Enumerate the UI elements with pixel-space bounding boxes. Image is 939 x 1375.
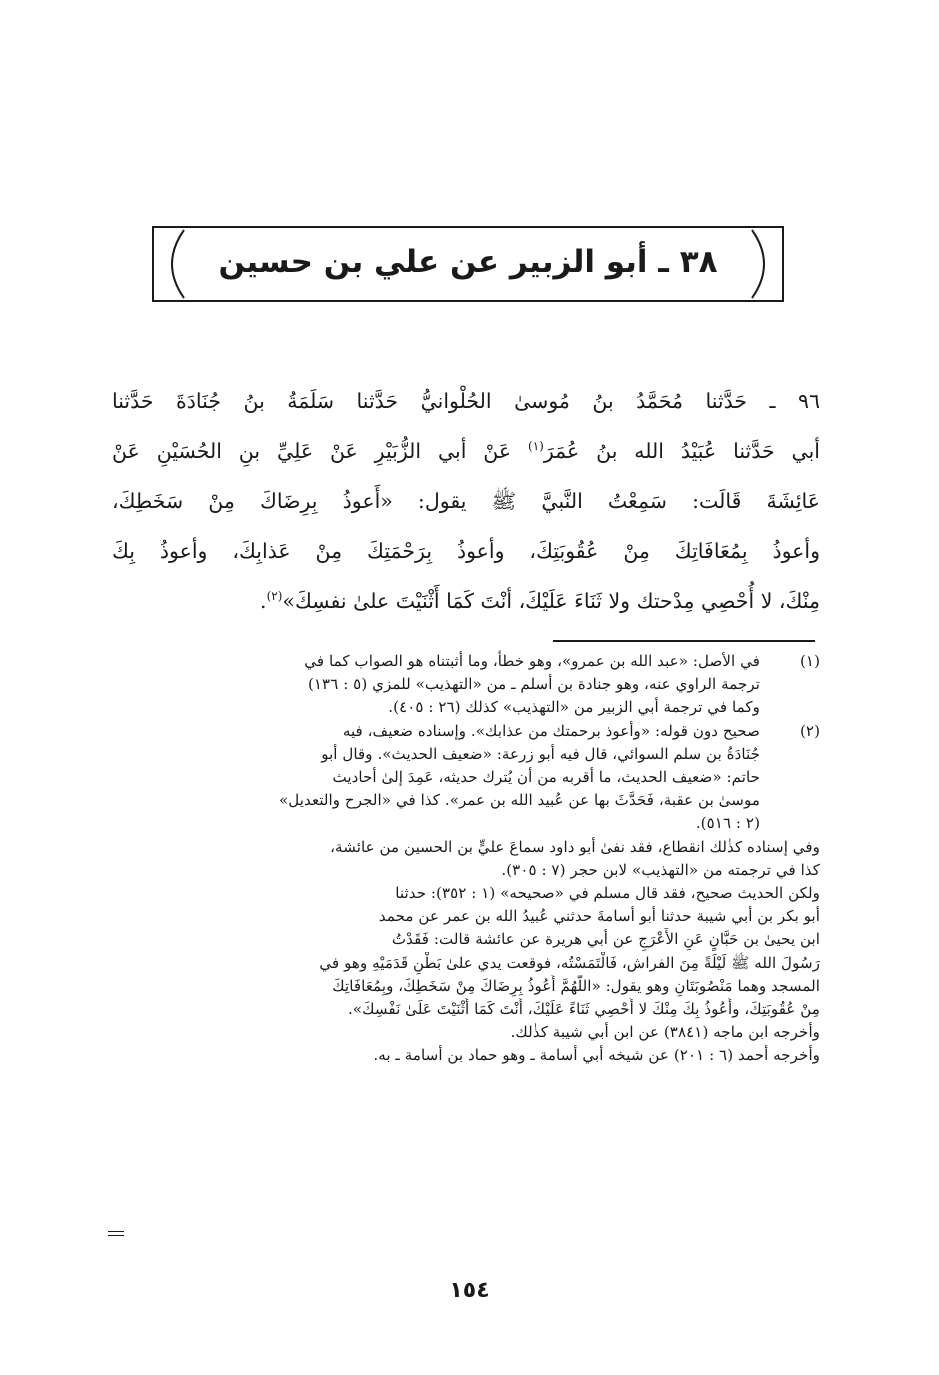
continuation-mark-icon (108, 1231, 124, 1239)
chapter-title: ٣٨ ـ أبو الزبير عن علي بن حسين (218, 244, 718, 280)
footnote-line: مِنْ عُقُوبَتِكَ، وأَعُوذُ بِكَ مِنْكَ لا أُحْصِي ثَنَاءً عَلَيْكَ، أَنْتَ كَمَا أَثْنَيْتَ عَلَىٰ نَفْسِكَ». (347, 1000, 820, 1019)
footnote-line: موسىٰ بن عقبة، فَحَدَّثَ بها عن عُبيد الله بن عمر». كذا في «الجرح والتعديل» (279, 791, 760, 810)
page-number: ١٥٤ (449, 1278, 490, 1303)
footnote-line: المسجد وهما مَنْصُوبَتَانِ وهو يقول: «اللَّهُمَّ أَعُوذُ بِرِضَاكَ مِنْ سَخَطِكَ، وبِمُعَافَاتِكَ (332, 976, 820, 995)
footnote-continuation (112, 836, 820, 1068)
footnotes (112, 650, 820, 1068)
chapter-title-frame (152, 226, 784, 302)
footnote-line: وأخرجه أحمد (٦ : ٢٠١) عن شيخه أبي أسامة ـ وهو حماد بن أسامة ـ به. (373, 1046, 820, 1065)
hadith-line-2-start: أبي حَدَّثنا عُبَيْدُ الله بنُ عُمَرَ (543, 439, 820, 463)
footnote-number: (٢) (799, 721, 820, 740)
hadith-line-2-rest: عَنْ أبي الزُّبَيْرِ عَنْ عَلِيِّ بنِ الحُسَيْنِ عَنْ (112, 439, 529, 463)
hadith-line-5-end: . (260, 589, 267, 613)
footnote-number: (١) (799, 652, 820, 670)
footnote-line: صحيح دون قوله: «وأعوذ برحمتك من عذابك». وإسناده ضعيف، فيه (342, 721, 760, 740)
footnote-2 (112, 720, 820, 836)
hadith-line-5 (112, 576, 820, 626)
footnote-line: ابن يحيىٰ بن حَبَّانٍ عَنِ الأَعْرَجِ عن أبي هريرة عن عائشة قالت: فَقَدْتُ (391, 930, 820, 949)
footnote-ref-2: (٢) (266, 589, 283, 604)
footnote-line: رَسُولَ الله ﷺ لَيْلَةً مِنَ الفراش، فَالْتَمَسْتُه، فوقعت يدي علىٰ بَطْنِ قَدَمَيْهِ وهو في (319, 953, 820, 972)
hadith-line-1: ٩٦ ـ حَدَّثنا مُحَمَّدُ بنُ مُوسىٰ الحُلْوانيُّ حَدَّثنا سَلَمَةُ بنُ جُنَادَةَ حَدَّثنا (112, 389, 820, 413)
footnote-line: (٢ : ٥١٦). (695, 814, 760, 833)
hadith-line-4: وأعوذُ بِمُعَافَاتِكَ مِنْ عُقُوبَتِكَ، وأعوذُ بِرَحْمَتِكَ مِنْ عَذابِكَ، وأعوذُ بِكَ (112, 539, 820, 563)
hadith-line-2 (112, 426, 820, 476)
hadith-text (112, 376, 820, 626)
footnote-line: جُنَادَةُ بن سلم السوائي، قال فيه أبو زرعة: «ضعيف الحديث». وقال أبو (321, 744, 760, 763)
footnote-line: أبو بكر بن أبي شيبة حدثنا أبو أسامةَ حدثني عُبيدُ الله بن عمر عن محمد (378, 907, 820, 926)
footnote-line: ترجمة الراوي عنه، وهو جنادة بن أسلم ـ من «التهذيب» للمزي (٥ : ١٣٦) (307, 675, 760, 694)
footnote-line: حاتم: «ضعيف الحديث، ما أقربه من أن يُترك حديثه، عَمِدَ إلىٰ أحاديث (332, 768, 760, 787)
footnote-line: كذا في ترجمته من «التهذيب» لابن حجر (٧ : ٣٠٥). (501, 860, 820, 879)
hadith-line-3: عَائِشَةَ قَالَت: سَمِعْتُ النَّبيَّ ﷺ يقول: «أَعوذُ بِرِضَاكَ مِنْ سَخَطِكَ، (112, 489, 820, 513)
footnote-line: ولكن الحديث صحيح، فقد قال مسلم في «صحيحه» (١ : ٣٥٢): حدثنا (395, 884, 820, 903)
footnote-line: في الأصل: «عبد الله بن عمرو»، وهو خطأ، وما أثبتناه هو الصواب كما في (304, 652, 760, 670)
footnote-1 (112, 650, 820, 720)
hadith-line-5-text: مِنْكَ، لا أُحْصِي مِدْحتك ولا ثَنَاءَ عَلَيْكَ، أنْتَ كَمَا أَثْنَيْتَ علىٰ نفسِكَ» (282, 589, 820, 613)
footnote-ref-1: (١) (528, 439, 544, 454)
footnote-line: وفي إسناده كذٰلك انقطاع، فقد نفىٰ أبو داود سماعَ عليٍّ بن الحسين من عائشة، (330, 837, 820, 856)
footnote-line: وكما في ترجمة أبي الزبير من «التهذيب» كذلك (٢٦ : ٤٠٥). (388, 698, 760, 717)
footnote-separator (553, 640, 815, 642)
footnote-line: وأخرجه ابن ماجه (٣٨٤١) عن ابن أبي شيبة كذٰلك. (510, 1023, 820, 1042)
